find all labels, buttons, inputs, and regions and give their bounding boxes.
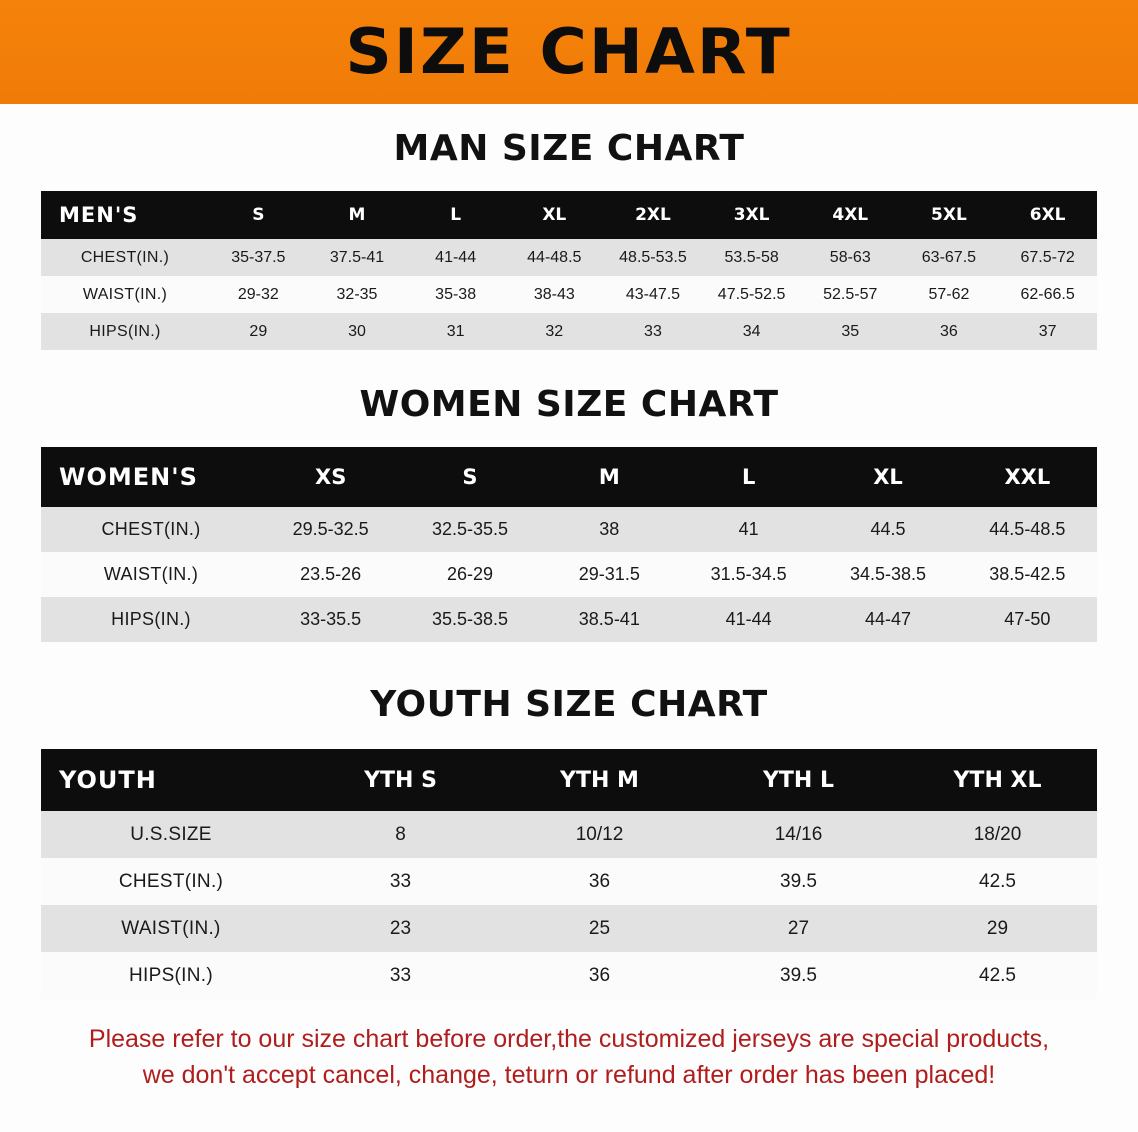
table-cell: 38.5-42.5 [958,552,1097,597]
women-size-table-wrapper [41,447,1097,642]
row-label: CHEST(IN.) [41,858,301,905]
table-cell: 36 [900,313,999,350]
table-cell: 18/20 [898,811,1097,858]
table-cell: 36 [500,858,699,905]
table-row [41,905,1097,952]
table-cell: 38.5-41 [540,597,679,642]
table-cell: 33 [301,952,500,999]
man-size-table-wrapper [41,191,1097,350]
table-cell: 43-47.5 [604,276,703,313]
page-banner [0,0,1138,104]
table-cell: 67.5-72 [998,239,1097,276]
table-header-cell: MEN'S [41,191,209,239]
man-section-heading: MAN SIZE CHART [393,128,745,169]
table-cell: 29 [898,905,1097,952]
table-header-cell: YOUTH [41,749,301,811]
policy-note-line-2: we don't accept cancel, change, teturn or refund after order has been placed! [142,1061,996,1090]
table-cell: 39.5 [699,858,898,905]
table-row [41,313,1097,350]
table-cell: 38-43 [505,276,604,313]
row-label: HIPS(IN.) [41,597,261,642]
table-cell: 29.5-32.5 [261,507,400,552]
table-cell: 37 [998,313,1097,350]
table-cell: 42.5 [898,858,1097,905]
table-header-cell: YTH M [500,749,699,811]
table-header-cell: 4XL [801,191,900,239]
row-label: CHEST(IN.) [41,507,261,552]
table-cell: 37.5-41 [308,239,407,276]
table-cell: 34.5-38.5 [818,552,957,597]
women-section-heading: WOMEN SIZE CHART [359,384,779,425]
row-label: WAIST(IN.) [41,552,261,597]
table-cell: 44-48.5 [505,239,604,276]
youth-section-heading: YOUTH SIZE CHART [370,684,768,725]
table-cell: 32 [505,313,604,350]
row-label: HIPS(IN.) [41,952,301,999]
table-cell: 32.5-35.5 [400,507,539,552]
table-header-cell: S [209,191,308,239]
table-cell: 23.5-26 [261,552,400,597]
table-cell: 53.5-58 [702,239,801,276]
table-cell: 42.5 [898,952,1097,999]
table-cell: 35-37.5 [209,239,308,276]
table-cell: 29 [209,313,308,350]
table-cell: 35.5-38.5 [400,597,539,642]
table-cell: 41-44 [406,239,505,276]
table-header-cell: WOMEN'S [41,447,261,507]
page-title: SIZE CHART [345,15,793,88]
table-header-cell: 2XL [604,191,703,239]
table-cell: 26-29 [400,552,539,597]
table-row [41,811,1097,858]
table-header-cell: YTH XL [898,749,1097,811]
table-header-cell: M [540,447,679,507]
table-header-cell: M [308,191,407,239]
table-cell: 36 [500,952,699,999]
table-cell: 8 [301,811,500,858]
table-cell: 47.5-52.5 [702,276,801,313]
table-header-cell: 6XL [998,191,1097,239]
table-cell: 29-32 [209,276,308,313]
table-header-cell: L [406,191,505,239]
table-row [41,597,1097,642]
table-cell: 23 [301,905,500,952]
table-cell: 62-66.5 [998,276,1097,313]
table-cell: 33-35.5 [261,597,400,642]
table-cell: 44.5 [818,507,957,552]
table-cell: 31.5-34.5 [679,552,818,597]
youth-size-table-wrapper [41,749,1097,999]
women-size-table [41,447,1097,642]
table-cell: 38 [540,507,679,552]
row-label: CHEST(IN.) [41,239,209,276]
table-cell: 52.5-57 [801,276,900,313]
table-row [41,858,1097,905]
table-cell: 14/16 [699,811,898,858]
policy-note-line-1: Please refer to our size chart before order,the customized jerseys are special products, [88,1025,1050,1053]
table-cell: 35 [801,313,900,350]
table-cell: 29-31.5 [540,552,679,597]
table-cell: 25 [500,905,699,952]
table-cell: 27 [699,905,898,952]
table-header-cell: YTH L [699,749,898,811]
man-size-table [41,191,1097,350]
table-cell: 10/12 [500,811,699,858]
table-cell: 41-44 [679,597,818,642]
table-header-cell: XL [818,447,957,507]
table-header-cell: L [679,447,818,507]
table-header-cell: YTH S [301,749,500,811]
table-cell: 33 [301,858,500,905]
table-header-cell: XS [261,447,400,507]
table-header-row [41,749,1097,811]
table-row [41,276,1097,313]
table-cell: 31 [406,313,505,350]
table-header-cell: S [400,447,539,507]
table-cell: 63-67.5 [900,239,999,276]
policy-note [49,1021,1089,1094]
table-cell: 32-35 [308,276,407,313]
youth-size-table [41,749,1097,999]
table-cell: 30 [308,313,407,350]
table-cell: 47-50 [958,597,1097,642]
row-label: WAIST(IN.) [41,905,301,952]
row-label: WAIST(IN.) [41,276,209,313]
row-label: HIPS(IN.) [41,313,209,350]
table-row [41,952,1097,999]
table-cell: 44-47 [818,597,957,642]
table-cell: 57-62 [900,276,999,313]
table-cell: 48.5-53.5 [604,239,703,276]
table-header-cell: XL [505,191,604,239]
table-header-row [41,447,1097,507]
table-row [41,552,1097,597]
table-header-row [41,191,1097,239]
table-cell: 33 [604,313,703,350]
table-header-cell: 5XL [900,191,999,239]
table-row [41,507,1097,552]
table-cell: 35-38 [406,276,505,313]
table-cell: 44.5-48.5 [958,507,1097,552]
row-label: U.S.SIZE [41,811,301,858]
table-header-cell: XXL [958,447,1097,507]
table-header-cell: 3XL [702,191,801,239]
table-cell: 41 [679,507,818,552]
table-cell: 39.5 [699,952,898,999]
table-cell: 58-63 [801,239,900,276]
table-cell: 34 [702,313,801,350]
table-row [41,239,1097,276]
